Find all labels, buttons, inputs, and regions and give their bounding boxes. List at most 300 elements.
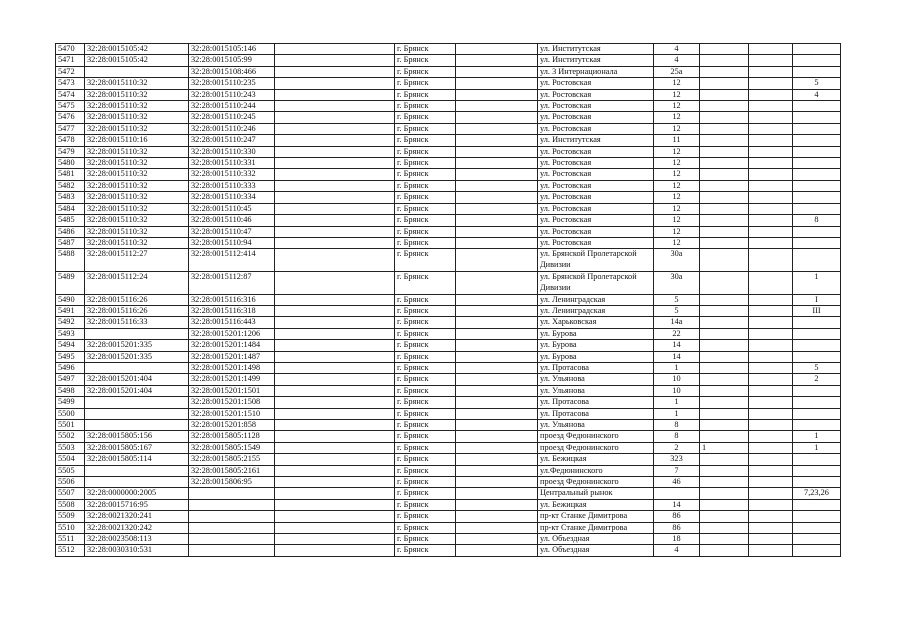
- table-row: [56, 78, 841, 89]
- table-row: [56, 112, 841, 123]
- cell-blank-col: [275, 351, 395, 362]
- cell-extra-col-1: [700, 454, 749, 465]
- cell-blank-col-2: [456, 431, 538, 442]
- cell-house-number: 12: [654, 112, 700, 123]
- cell-street: ул. Бурова: [538, 340, 654, 351]
- cell-apartment: [793, 180, 841, 191]
- cell-house-number: 12: [654, 226, 700, 237]
- cell-city: г. Брянск: [395, 385, 456, 396]
- cell-street: ул. Объездная: [538, 545, 654, 556]
- cell-blank-col: [275, 215, 395, 226]
- cell-cadastral-quarter: 32:28:0015116:26: [85, 305, 189, 316]
- cell-street: ул. Харьковская: [538, 317, 654, 328]
- cell-blank-col: [275, 44, 395, 55]
- cell-row-number: 5487: [56, 237, 85, 248]
- cell-extra-col-2: [749, 169, 793, 180]
- cell-blank-col: [275, 294, 395, 305]
- table-row: [56, 146, 841, 157]
- cell-cadastral-quarter: [85, 66, 189, 77]
- cell-street: ул. Ростовская: [538, 169, 654, 180]
- cell-extra-col-2: [749, 385, 793, 396]
- cell-apartment: 7,23,26: [793, 488, 841, 499]
- cell-cadastral-quarter: 32:28:0015105:42: [85, 44, 189, 55]
- cell-city: г. Брянск: [395, 317, 456, 328]
- cell-city: г. Брянск: [395, 226, 456, 237]
- table-row: [56, 454, 841, 465]
- cell-extra-col-2: [749, 522, 793, 533]
- cell-street: ул. Ростовская: [538, 78, 654, 89]
- cell-blank-col-2: [456, 226, 538, 237]
- cell-apartment: [793, 226, 841, 237]
- cell-house-number: 12: [654, 146, 700, 157]
- cell-city: г. Брянск: [395, 362, 456, 373]
- cell-street: ул. Ростовская: [538, 123, 654, 134]
- cell-extra-col-1: [700, 294, 749, 305]
- cell-extra-col-1: [700, 123, 749, 134]
- cell-cadastral-number: 32:28:0015108:466: [189, 66, 275, 77]
- cell-street: проезд Федюнинского: [538, 431, 654, 442]
- cell-street: ул. Бежицкая: [538, 499, 654, 510]
- cell-cadastral-number: 32:28:0015116:316: [189, 294, 275, 305]
- cell-cadastral-quarter: [85, 328, 189, 339]
- cell-extra-col-1: 1: [700, 442, 749, 453]
- cell-extra-col-2: [749, 135, 793, 146]
- cell-extra-col-2: [749, 146, 793, 157]
- cell-street: Центральный рынок: [538, 488, 654, 499]
- cell-apartment: [793, 158, 841, 169]
- cell-cadastral-quarter: 32:28:0015805:114: [85, 454, 189, 465]
- cell-house-number: 12: [654, 101, 700, 112]
- cell-street: ул. Бурова: [538, 351, 654, 362]
- cell-cadastral-quarter: [85, 362, 189, 373]
- cell-house-number: 14: [654, 351, 700, 362]
- cell-blank-col: [275, 135, 395, 146]
- cell-house-number: [654, 488, 700, 499]
- cell-city: г. Брянск: [395, 305, 456, 316]
- cell-blank-col-2: [456, 237, 538, 248]
- cell-row-number: 5508: [56, 499, 85, 510]
- cell-apartment: III: [793, 305, 841, 316]
- cell-city: г. Брянск: [395, 271, 456, 294]
- cell-apartment: [793, 511, 841, 522]
- cell-cadastral-number: 32:28:0015201:1498: [189, 362, 275, 373]
- cell-city: г. Брянск: [395, 249, 456, 272]
- cell-house-number: 12: [654, 192, 700, 203]
- cell-blank-col: [275, 534, 395, 545]
- cell-extra-col-2: [749, 215, 793, 226]
- cell-house-number: 323: [654, 454, 700, 465]
- cell-city: г. Брянск: [395, 89, 456, 100]
- cell-extra-col-1: [700, 203, 749, 214]
- cell-extra-col-1: [700, 271, 749, 294]
- cell-row-number: 5489: [56, 271, 85, 294]
- cell-blank-col-2: [456, 488, 538, 499]
- cell-city: г. Брянск: [395, 123, 456, 134]
- cell-cadastral-quarter: 32:28:0015805:156: [85, 431, 189, 442]
- cell-cadastral-number: 32:28:0015110:46: [189, 215, 275, 226]
- cell-street: ул. Институтская: [538, 135, 654, 146]
- cell-extra-col-2: [749, 203, 793, 214]
- cell-cadastral-number: 32:28:0015805:2161: [189, 465, 275, 476]
- cell-apartment: 4: [793, 89, 841, 100]
- cell-row-number: 5499: [56, 397, 85, 408]
- cell-extra-col-2: [749, 442, 793, 453]
- cell-blank-col: [275, 465, 395, 476]
- cell-extra-col-1: [700, 477, 749, 488]
- table-body: [56, 44, 841, 557]
- cell-row-number: 5474: [56, 89, 85, 100]
- cell-city: г. Брянск: [395, 477, 456, 488]
- cell-cadastral-quarter: [85, 477, 189, 488]
- cell-apartment: [793, 237, 841, 248]
- table-row: [56, 249, 841, 272]
- cell-apartment: [793, 44, 841, 55]
- cell-extra-col-2: [749, 340, 793, 351]
- cell-cadastral-quarter: 32:28:0015110:32: [85, 226, 189, 237]
- cell-extra-col-1: [700, 465, 749, 476]
- cell-city: г. Брянск: [395, 465, 456, 476]
- cell-house-number: 14а: [654, 317, 700, 328]
- table-row: [56, 362, 841, 373]
- table-row: [56, 135, 841, 146]
- cell-apartment: [793, 534, 841, 545]
- table-row: [56, 419, 841, 430]
- cell-row-number: 5472: [56, 66, 85, 77]
- cell-street: ул. Ростовская: [538, 237, 654, 248]
- cell-blank-col: [275, 511, 395, 522]
- cell-row-number: 5506: [56, 477, 85, 488]
- cell-street: ул. Бурова: [538, 328, 654, 339]
- cell-row-number: 5491: [56, 305, 85, 316]
- cell-city: г. Брянск: [395, 374, 456, 385]
- cell-blank-col: [275, 123, 395, 134]
- table-row: [56, 180, 841, 191]
- table-row: [56, 294, 841, 305]
- cell-row-number: 5512: [56, 545, 85, 556]
- cell-extra-col-2: [749, 237, 793, 248]
- cell-street: ул. Ростовская: [538, 112, 654, 123]
- cell-row-number: 5510: [56, 522, 85, 533]
- cell-extra-col-2: [749, 454, 793, 465]
- table-row: [56, 226, 841, 237]
- cell-row-number: 5482: [56, 180, 85, 191]
- cell-cadastral-number: 32:28:0015201:1508: [189, 397, 275, 408]
- cell-extra-col-1: [700, 351, 749, 362]
- cell-blank-col-2: [456, 215, 538, 226]
- cell-apartment: [793, 397, 841, 408]
- cell-extra-col-2: [749, 192, 793, 203]
- cell-cadastral-number: 32:28:0015110:245: [189, 112, 275, 123]
- cell-house-number: 4: [654, 545, 700, 556]
- table-row: [56, 158, 841, 169]
- cell-apartment: 5: [793, 362, 841, 373]
- cell-apartment: [793, 465, 841, 476]
- table-row: [56, 44, 841, 55]
- cell-extra-col-1: [700, 408, 749, 419]
- cell-blank-col-2: [456, 522, 538, 533]
- cell-cadastral-number: 32:28:0015201:1501: [189, 385, 275, 396]
- cell-cadastral-quarter: 32:28:0021320:242: [85, 522, 189, 533]
- cell-house-number: 4: [654, 44, 700, 55]
- cell-extra-col-1: [700, 78, 749, 89]
- cell-extra-col-1: [700, 419, 749, 430]
- cell-cadastral-number: [189, 522, 275, 533]
- cell-cadastral-quarter: [85, 419, 189, 430]
- cell-house-number: 5: [654, 305, 700, 316]
- cell-blank-col-2: [456, 135, 538, 146]
- cell-cadastral-quarter: 32:28:0015112:24: [85, 271, 189, 294]
- table-row: [56, 237, 841, 248]
- cell-cadastral-quarter: 32:28:0015110:32: [85, 192, 189, 203]
- cell-blank-col-2: [456, 89, 538, 100]
- cell-city: г. Брянск: [395, 351, 456, 362]
- cell-blank-col: [275, 340, 395, 351]
- cell-street: ул. Ростовская: [538, 146, 654, 157]
- cell-extra-col-1: [700, 215, 749, 226]
- cell-blank-col-2: [456, 180, 538, 191]
- cell-blank-col: [275, 317, 395, 328]
- cell-cadastral-quarter: 32:28:0015110:32: [85, 112, 189, 123]
- cell-cadastral-number: 32:28:0015201:1499: [189, 374, 275, 385]
- cell-street: ул. Протасова: [538, 397, 654, 408]
- cell-blank-col: [275, 408, 395, 419]
- cell-extra-col-1: [700, 146, 749, 157]
- cell-city: г. Брянск: [395, 397, 456, 408]
- cell-blank-col-2: [456, 146, 538, 157]
- cell-cadastral-number: 32:28:0015201:1510: [189, 408, 275, 419]
- cell-blank-col: [275, 545, 395, 556]
- cell-house-number: 1: [654, 408, 700, 419]
- cell-cadastral-number: 32:28:0015806:95: [189, 477, 275, 488]
- cell-city: г. Брянск: [395, 431, 456, 442]
- cell-cadastral-number: 32:28:0015110:94: [189, 237, 275, 248]
- cell-apartment: [793, 101, 841, 112]
- cell-blank-col: [275, 522, 395, 533]
- cell-cadastral-number: 32:28:0015112:414: [189, 249, 275, 272]
- cell-blank-col: [275, 397, 395, 408]
- cell-blank-col: [275, 477, 395, 488]
- cell-cadastral-quarter: [85, 408, 189, 419]
- cell-row-number: 5475: [56, 101, 85, 112]
- cell-blank-col: [275, 203, 395, 214]
- cell-apartment: [793, 340, 841, 351]
- cell-cadastral-number: 32:28:0015116:318: [189, 305, 275, 316]
- cell-row-number: 5497: [56, 374, 85, 385]
- cell-house-number: 22: [654, 328, 700, 339]
- table-row: [56, 431, 841, 442]
- cell-house-number: 12: [654, 215, 700, 226]
- cell-extra-col-1: [700, 374, 749, 385]
- cell-extra-col-1: [700, 397, 749, 408]
- cell-cadastral-number: 32:28:0015110:246: [189, 123, 275, 134]
- cell-extra-col-2: [749, 249, 793, 272]
- cell-street: ул. Брянской Пролетарской Дивизии: [538, 249, 654, 272]
- cell-cadastral-quarter: 32:28:0015110:32: [85, 215, 189, 226]
- cell-row-number: 5471: [56, 55, 85, 66]
- cell-extra-col-2: [749, 123, 793, 134]
- cell-extra-col-2: [749, 158, 793, 169]
- cell-extra-col-1: [700, 112, 749, 123]
- cell-cadastral-number: 32:28:0015201:1487: [189, 351, 275, 362]
- cell-house-number: 1: [654, 362, 700, 373]
- cell-blank-col: [275, 89, 395, 100]
- cell-blank-col: [275, 271, 395, 294]
- cell-street: ул. Протасова: [538, 408, 654, 419]
- cell-apartment: [793, 522, 841, 533]
- cell-house-number: 5: [654, 294, 700, 305]
- cell-street: ул. Ростовская: [538, 203, 654, 214]
- cell-street: проезд Федюнинского: [538, 442, 654, 453]
- cell-extra-col-2: [749, 419, 793, 430]
- cell-blank-col: [275, 362, 395, 373]
- cell-extra-col-2: [749, 374, 793, 385]
- cell-apartment: [793, 112, 841, 123]
- cell-cadastral-number: 32:28:0015110:235: [189, 78, 275, 89]
- cell-row-number: 5484: [56, 203, 85, 214]
- cell-house-number: 46: [654, 477, 700, 488]
- cell-blank-col-2: [456, 203, 538, 214]
- cell-cadastral-number: 32:28:0015105:99: [189, 55, 275, 66]
- cell-apartment: [793, 454, 841, 465]
- cell-cadastral-quarter: 32:28:0015201:404: [85, 374, 189, 385]
- cell-city: г. Брянск: [395, 499, 456, 510]
- table-row: [56, 317, 841, 328]
- cell-cadastral-number: [189, 511, 275, 522]
- cell-city: г. Брянск: [395, 215, 456, 226]
- cell-street: ул. Ростовская: [538, 101, 654, 112]
- cell-apartment: [793, 146, 841, 157]
- cell-blank-col: [275, 55, 395, 66]
- table-row: [56, 522, 841, 533]
- cell-blank-col-2: [456, 442, 538, 453]
- cell-extra-col-1: [700, 101, 749, 112]
- cell-cadastral-number: [189, 499, 275, 510]
- cell-apartment: 5: [793, 78, 841, 89]
- table-row: [56, 340, 841, 351]
- cell-cadastral-quarter: 32:28:0015201:404: [85, 385, 189, 396]
- cell-cadastral-number: 32:28:0015110:333: [189, 180, 275, 191]
- cell-extra-col-2: [749, 66, 793, 77]
- cell-blank-col: [275, 454, 395, 465]
- cell-cadastral-quarter: 32:28:0015110:32: [85, 89, 189, 100]
- cell-blank-col-2: [456, 328, 538, 339]
- cell-cadastral-quarter: 32:28:0015110:32: [85, 180, 189, 191]
- cell-city: г. Брянск: [395, 135, 456, 146]
- cell-street: ул. Ленинградская: [538, 294, 654, 305]
- cell-row-number: 5509: [56, 511, 85, 522]
- cell-street: ул. Институтская: [538, 44, 654, 55]
- cell-cadastral-quarter: [85, 397, 189, 408]
- cell-apartment: [793, 351, 841, 362]
- cell-street: пр-кт Станке Димитрова: [538, 511, 654, 522]
- cell-extra-col-1: [700, 545, 749, 556]
- cell-blank-col-2: [456, 112, 538, 123]
- cell-apartment: 1: [793, 442, 841, 453]
- cell-blank-col: [275, 66, 395, 77]
- cell-extra-col-1: [700, 499, 749, 510]
- cell-extra-col-2: [749, 78, 793, 89]
- cell-extra-col-1: [700, 44, 749, 55]
- cell-cadastral-quarter: 32:28:0015110:32: [85, 123, 189, 134]
- cell-extra-col-1: [700, 317, 749, 328]
- cell-cadastral-quarter: 32:28:0015201:335: [85, 340, 189, 351]
- cell-apartment: 1: [793, 271, 841, 294]
- table-row: [56, 499, 841, 510]
- cell-extra-col-2: [749, 477, 793, 488]
- cell-city: г. Брянск: [395, 158, 456, 169]
- cell-blank-col-2: [456, 465, 538, 476]
- cell-blank-col: [275, 101, 395, 112]
- cell-city: г. Брянск: [395, 419, 456, 430]
- cell-apartment: [793, 249, 841, 272]
- cell-cadastral-quarter: 32:28:0021320:241: [85, 511, 189, 522]
- cell-apartment: [793, 317, 841, 328]
- cell-street: ул. Брянской Пролетарской Дивизии: [538, 271, 654, 294]
- cell-apartment: [793, 385, 841, 396]
- cell-cadastral-quarter: 32:28:0015201:335: [85, 351, 189, 362]
- cell-apartment: 2: [793, 374, 841, 385]
- cell-extra-col-1: [700, 511, 749, 522]
- cell-apartment: 1: [793, 431, 841, 442]
- cell-row-number: 5476: [56, 112, 85, 123]
- cell-cadastral-number: 32:28:0015105:146: [189, 44, 275, 55]
- cell-house-number: 30а: [654, 249, 700, 272]
- cell-blank-col: [275, 158, 395, 169]
- cell-street: ул. Институтская: [538, 55, 654, 66]
- table-row: [56, 534, 841, 545]
- table-row: [56, 545, 841, 556]
- table-row: [56, 465, 841, 476]
- cell-extra-col-2: [749, 44, 793, 55]
- cell-city: г. Брянск: [395, 169, 456, 180]
- cell-blank-col-2: [456, 545, 538, 556]
- cell-cadastral-quarter: 32:28:0015112:27: [85, 249, 189, 272]
- cell-row-number: 5493: [56, 328, 85, 339]
- cell-blank-col-2: [456, 511, 538, 522]
- cell-extra-col-1: [700, 180, 749, 191]
- cell-street: ул. Ленинградская: [538, 305, 654, 316]
- cell-extra-col-2: [749, 271, 793, 294]
- cell-apartment: [793, 55, 841, 66]
- table-row: [56, 511, 841, 522]
- cell-blank-col: [275, 385, 395, 396]
- cell-apartment: [793, 203, 841, 214]
- cell-cadastral-quarter: 32:28:0015110:32: [85, 237, 189, 248]
- cell-blank-col-2: [456, 397, 538, 408]
- cell-street: ул. Ростовская: [538, 192, 654, 203]
- cell-city: г. Брянск: [395, 44, 456, 55]
- cell-row-number: 5504: [56, 454, 85, 465]
- cell-blank-col-2: [456, 419, 538, 430]
- cell-blank-col: [275, 499, 395, 510]
- table-row: [56, 55, 841, 66]
- cell-blank-col: [275, 431, 395, 442]
- cell-cadastral-number: 32:28:0015201:858: [189, 419, 275, 430]
- cell-cadastral-number: 32:28:0015805:2155: [189, 454, 275, 465]
- cell-apartment: [793, 545, 841, 556]
- table-row: [56, 101, 841, 112]
- cell-extra-col-2: [749, 499, 793, 510]
- cell-cadastral-quarter: 32:28:0015116:33: [85, 317, 189, 328]
- cell-city: г. Брянск: [395, 408, 456, 419]
- cell-house-number: 14: [654, 340, 700, 351]
- table-row: [56, 169, 841, 180]
- cell-city: г. Брянск: [395, 545, 456, 556]
- cell-extra-col-1: [700, 192, 749, 203]
- cell-house-number: 12: [654, 203, 700, 214]
- cell-street: ул. Ростовская: [538, 89, 654, 100]
- cell-apartment: [793, 66, 841, 77]
